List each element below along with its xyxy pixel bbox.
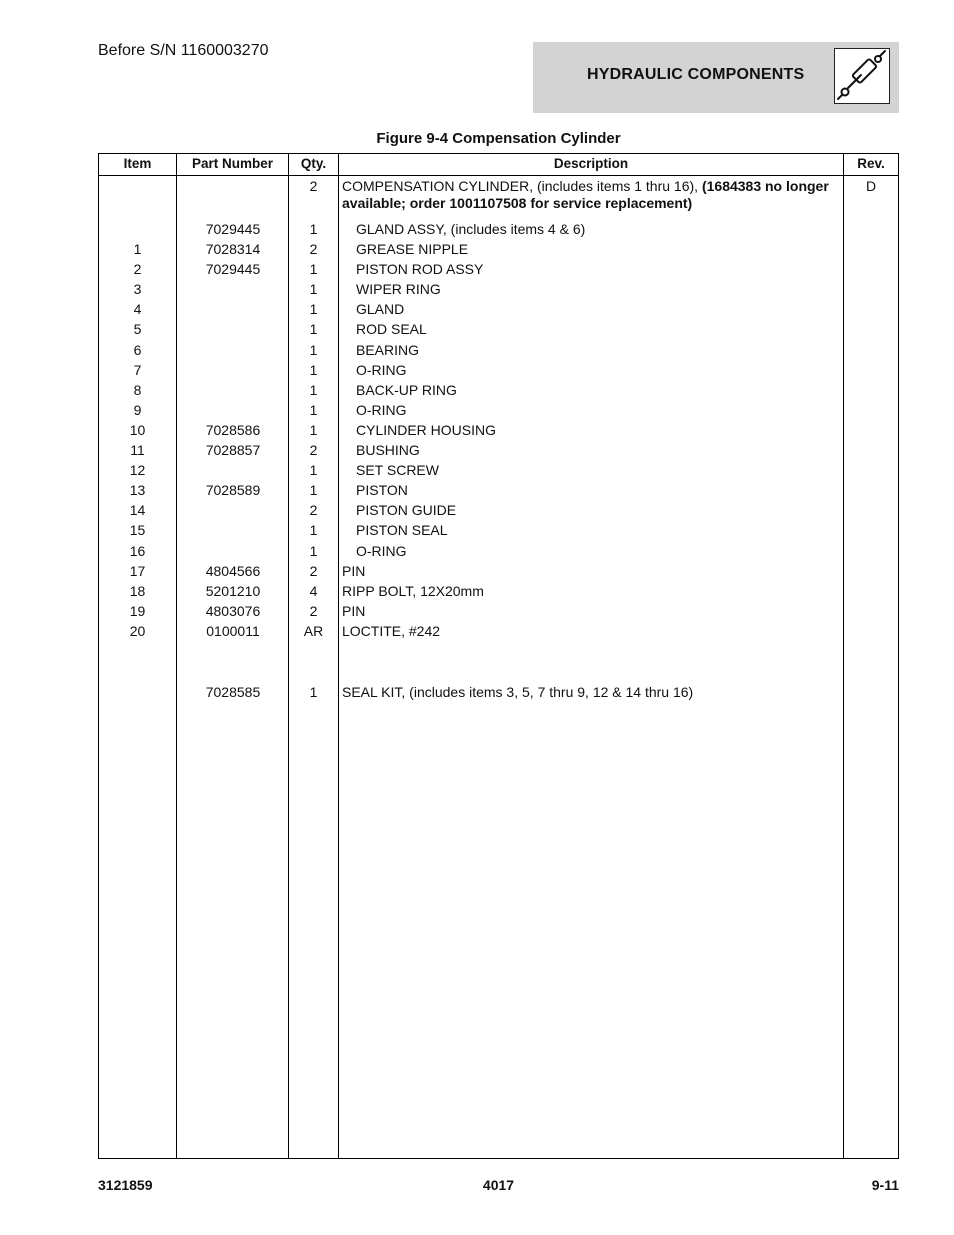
serial-note: Before S/N 1160003270 [98, 42, 269, 59]
hydraulic-cylinder-icon [834, 48, 890, 104]
table-row [99, 543, 898, 563]
qty-cell: 1 [309, 421, 318, 438]
table-row [99, 442, 898, 462]
part-number-cell: 7028585 [205, 683, 261, 700]
description-cell: WIPER RING [356, 281, 441, 298]
qty-cell: 1 [309, 301, 318, 318]
description-text: COMPENSATION CYLINDER, (includes items 1 thru 16), [342, 178, 702, 194]
qty-cell: 1 [309, 482, 318, 499]
description-cell: PISTON [356, 482, 408, 499]
description-cell: LOCTITE, #242 [342, 622, 441, 639]
column-header-qty: Qty. [300, 156, 327, 171]
item-cell: 8 [133, 381, 142, 398]
qty-cell: 2 [309, 442, 318, 459]
column-header-description: Description [553, 156, 629, 171]
item-cell: 2 [133, 261, 142, 278]
qty-cell: 1 [309, 542, 318, 559]
table-row [99, 221, 898, 241]
description-cell: O-RING [356, 401, 407, 418]
description-cell [342, 178, 842, 212]
table-body [99, 176, 898, 704]
description-cell: CYLINDER HOUSING [356, 421, 497, 438]
table-row [99, 301, 898, 321]
qty-cell: 1 [309, 381, 318, 398]
part-number-cell: 7028586 [205, 421, 261, 438]
qty-cell: 1 [309, 361, 318, 378]
item-cell: 3 [133, 281, 142, 298]
table-row [99, 362, 898, 382]
column-header-rev: Rev. [857, 156, 885, 171]
item-cell: 4 [133, 301, 142, 318]
part-number-cell: 5201210 [205, 582, 261, 599]
description-cell: PIN [342, 562, 366, 579]
qty-cell: 2 [309, 241, 318, 258]
part-number-cell: 7028857 [205, 442, 261, 459]
qty-cell: 2 [309, 502, 318, 519]
table-row [99, 382, 898, 402]
section-header [533, 42, 899, 113]
qty-cell: 1 [309, 281, 318, 298]
qty-cell: 2 [309, 178, 318, 194]
description-cell: BUSHING [356, 442, 420, 459]
item-cell: 17 [129, 562, 146, 579]
item-cell: 6 [133, 341, 142, 358]
description-note: (1684383 no longer available; order 1001107508 for service replacement) [342, 178, 829, 211]
table-row [99, 422, 898, 442]
table-row [99, 462, 898, 482]
item-cell: 11 [130, 442, 145, 459]
table-row [99, 241, 898, 261]
description-cell: O-RING [356, 361, 407, 378]
table-row-seal-kit [99, 684, 898, 704]
description-cell: GLAND ASSY, (includes items 4 & 6) [356, 221, 586, 237]
section-title: HYDRAULIC COMPONENTS [587, 66, 805, 83]
qty-cell: 1 [309, 321, 318, 338]
item-cell: 20 [129, 622, 146, 639]
item-cell: 14 [129, 502, 146, 519]
rev-cell: D [865, 178, 877, 194]
qty-cell: 1 [309, 401, 318, 418]
description-cell: PISTON GUIDE [356, 502, 457, 519]
qty-cell: 1 [309, 462, 318, 479]
item-cell: 1 [133, 241, 142, 258]
description-cell: GREASE NIPPLE [356, 241, 469, 258]
table-row [99, 342, 898, 362]
part-number-cell: 4804566 [205, 562, 261, 579]
description-cell: BEARING [356, 341, 420, 358]
item-cell: 12 [129, 462, 146, 479]
qty-cell: 2 [309, 602, 318, 619]
qty-cell: 1 [309, 221, 318, 237]
description-cell: SET SCREW [356, 462, 439, 479]
table-row [99, 402, 898, 422]
item-cell: 13 [129, 482, 146, 499]
description-cell: PIN [342, 602, 366, 619]
qty-cell: 1 [309, 341, 318, 358]
part-number-cell: 7029445 [205, 261, 261, 278]
description-cell: PISTON ROD ASSY [356, 261, 484, 278]
part-number-cell: 7028589 [205, 482, 261, 499]
description-cell: BACK-UP RING [356, 381, 457, 398]
table-row [99, 623, 898, 643]
part-number-cell: 7029445 [205, 221, 261, 237]
table-row [99, 563, 898, 583]
table-row [99, 502, 898, 522]
description-cell: GLAND [356, 301, 405, 318]
table-row [99, 261, 898, 281]
part-number-cell: 0100011 [206, 622, 260, 639]
description-cell: ROD SEAL [356, 321, 427, 338]
item-cell: 5 [133, 321, 142, 338]
footer-page-number: 9-11 [871, 1177, 899, 1193]
item-cell: 16 [129, 542, 146, 559]
table-row [99, 482, 898, 502]
parts-table [98, 153, 899, 1159]
item-cell: 7 [133, 361, 142, 378]
column-header-part-number: Part Number [191, 156, 274, 171]
qty-cell: 1 [309, 683, 318, 700]
part-rows [99, 221, 898, 643]
item-cell: 19 [129, 602, 146, 619]
footer-model: 4017 [482, 1177, 515, 1193]
item-cell: 10 [129, 421, 146, 438]
table-row [99, 603, 898, 623]
table-row [99, 583, 898, 603]
item-cell: 15 [129, 522, 146, 539]
description-cell: O-RING [356, 542, 407, 559]
qty-cell: AR [303, 622, 324, 639]
column-header-item: Item [123, 156, 152, 171]
table-row [99, 321, 898, 341]
item-cell: 18 [129, 582, 146, 599]
table-row [99, 522, 898, 542]
qty-cell: 4 [309, 582, 318, 599]
description-cell: PISTON SEAL [356, 522, 448, 539]
table-row-main-assembly [99, 176, 898, 221]
description-cell: RIPP BOLT, 12X20mm [342, 582, 484, 599]
footer-doc-number: 3121859 [98, 1177, 153, 1193]
qty-cell: 2 [309, 562, 318, 579]
description-cell: SEAL KIT, (includes items 3, 5, 7 thru 9, 12 & 14 thru 16) [342, 683, 694, 700]
table-row [99, 281, 898, 301]
part-number-cell: 7028314 [205, 241, 261, 258]
figure-title: Figure 9-4 Compensation Cylinder [376, 130, 621, 147]
qty-cell: 1 [309, 261, 318, 278]
part-number-cell: 4803076 [205, 602, 261, 619]
qty-cell: 1 [309, 522, 318, 539]
item-cell: 9 [133, 401, 142, 418]
